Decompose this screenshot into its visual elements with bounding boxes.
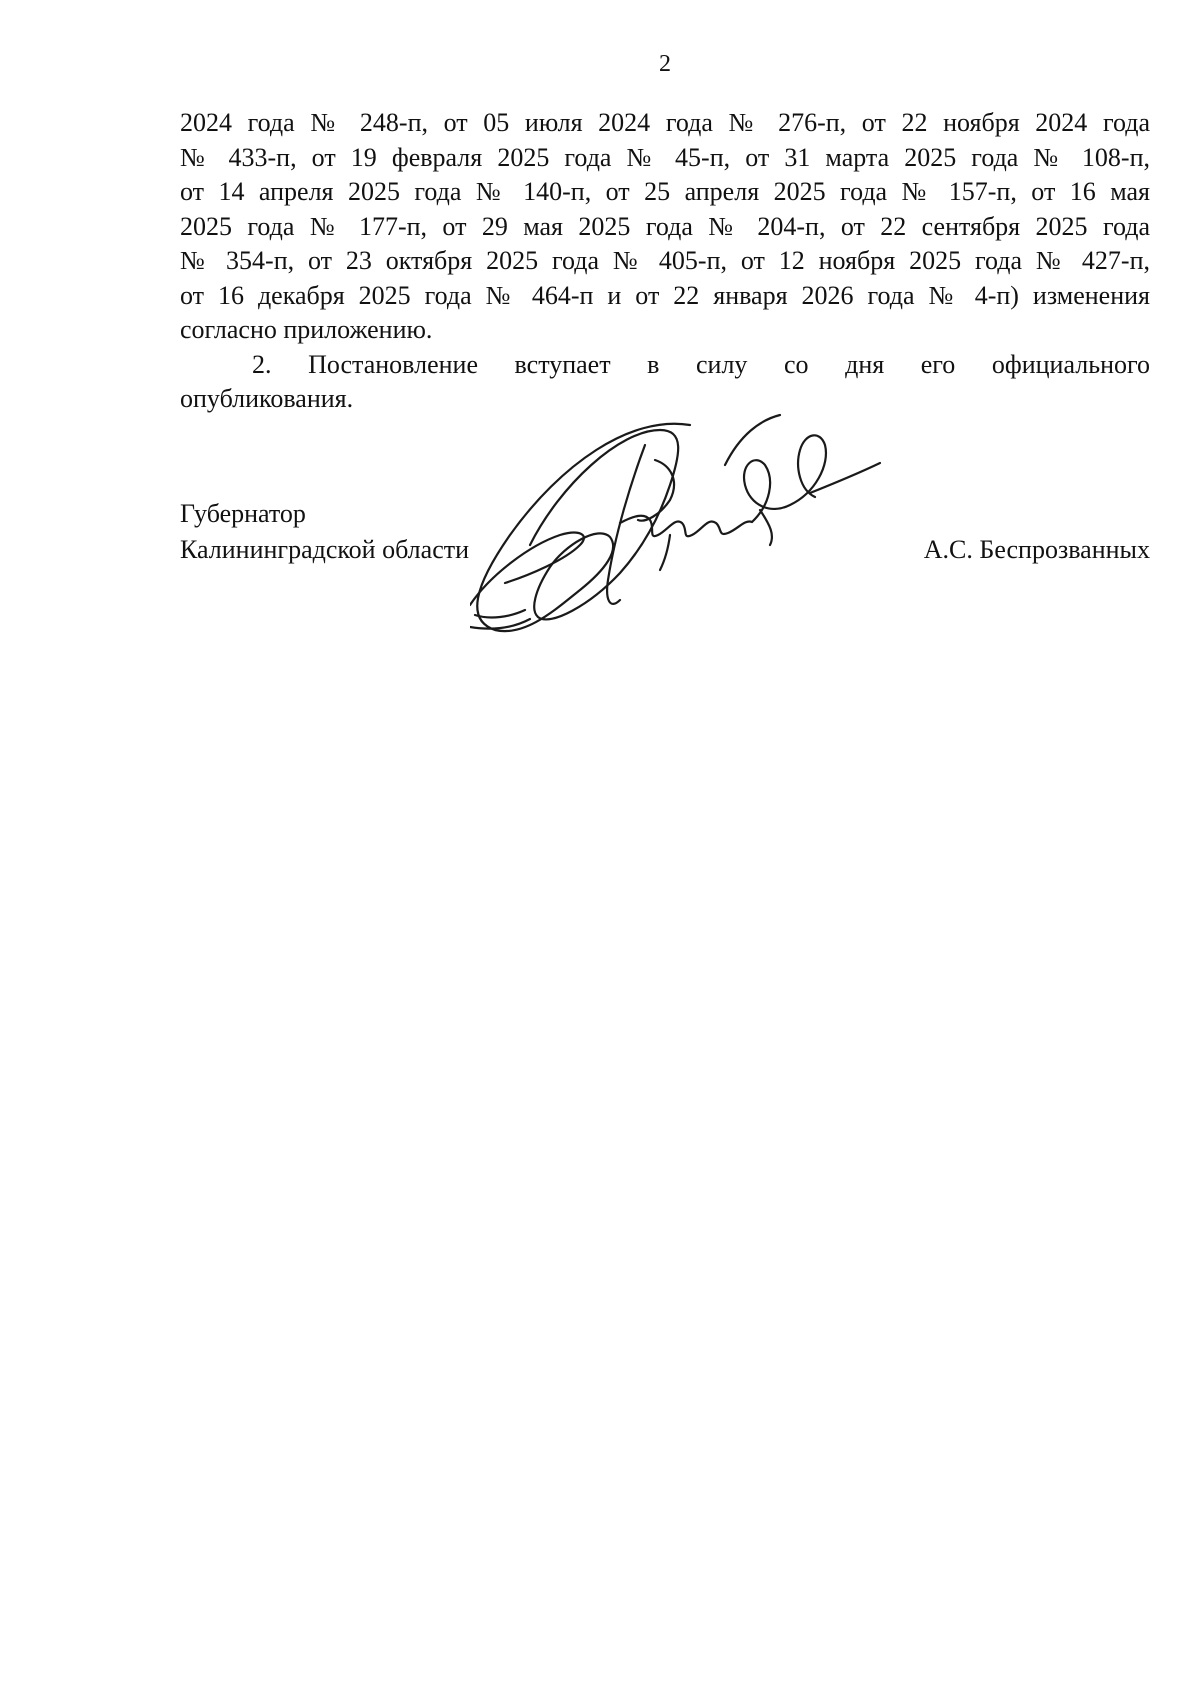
text-line: 2025 года № 177-п, от 29 мая 2025 года № 204-п, от 22 сентября 2025 года — [180, 211, 1150, 241]
signature-block — [0, 400, 1200, 700]
handwritten-signature — [470, 405, 940, 665]
signer-position: Губернатор — [180, 499, 306, 528]
text-line: 2. Постановление вступает в силу со дня его официального — [252, 349, 1150, 379]
text-line: 2024 года № 248-п, от 05 июля 2024 года № 276-п, от 22 ноября 2024 года — [180, 108, 1150, 137]
body-text — [180, 106, 1150, 417]
signer-title — [180, 496, 469, 568]
text-line: согласно приложению. — [180, 315, 433, 344]
page-number: 2 — [659, 51, 671, 77]
text-line: № 433-п, от 19 февраля 2025 года № 45-п, от 31 марта 2025 года № 108-п, — [180, 142, 1150, 172]
text-line: от 14 апреля 2025 года № 140-п, от 25 апреля 2025 года № 157-п, от 16 мая — [180, 177, 1150, 206]
signer-name: А.С. Беспрозванных — [923, 535, 1150, 564]
text-line: № 354-п, от 23 октября 2025 года № 405-п, от 12 ноября 2025 года № 427-п, — [180, 246, 1150, 275]
signer-region: Калининградской области — [180, 535, 470, 564]
text-line: опубликования. — [180, 384, 354, 413]
paragraph-amendments — [180, 106, 1150, 348]
text-line: от 16 декабря 2025 года № 464-п и от 22 января 2026 года № 4-п) изменения — [180, 280, 1150, 310]
